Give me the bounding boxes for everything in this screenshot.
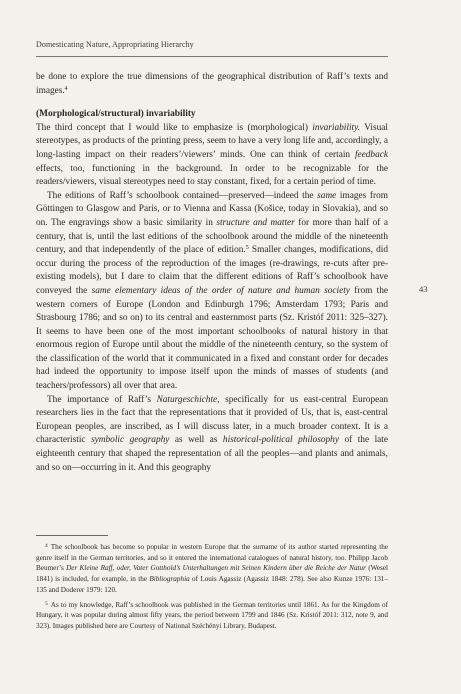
text-run: Smaller changes, modifications, did occur during the process of the reproduction of the images (re-drawings, re-cuts after pre-existing models), but I dare to claim that the different editions of Raff’s schoolbook have conveyed the bbox=[36, 245, 388, 296]
emphasis: same bbox=[317, 190, 337, 201]
text-run: as well as bbox=[169, 435, 223, 446]
body-text bbox=[36, 71, 388, 475]
text-run: The third concept that I would like to emphasize is (morphological) bbox=[36, 122, 313, 133]
footnote-5 bbox=[36, 600, 388, 632]
emphasis: structure and matter bbox=[216, 217, 295, 228]
footnote-rule bbox=[36, 535, 108, 536]
footnotes bbox=[36, 542, 388, 636]
running-head: Domesticating Nature, Appropriating Hierarchy bbox=[36, 40, 194, 49]
page-number: 43 bbox=[419, 284, 428, 294]
footnote-ref-4: 4 bbox=[64, 85, 68, 92]
text-run: The schoolbook has become so popular in western Europe that the surname of its author started representing the genre itself in the German territories, and so it entered the international catalogues of natural history, too. Philipp Jacob Beumer’s bbox=[36, 543, 388, 573]
emphasis: Bibliographia bbox=[149, 575, 190, 584]
emphasis: same elementary ideas of the order of nature and human society bbox=[91, 285, 350, 296]
text-run: for more than half of a century, that is, until the last editions of the schoolbook around the middle of the nineteenth century, and that independently of the place of edition. bbox=[36, 217, 389, 256]
paragraph-invariability bbox=[36, 122, 388, 190]
paragraph-editions bbox=[36, 190, 388, 394]
footnote-mark: 5 bbox=[45, 600, 48, 607]
footnote-ref-5: 5 bbox=[245, 245, 249, 252]
emphasis: Naturgeschichte, bbox=[156, 394, 220, 405]
paragraph-continuation bbox=[36, 71, 388, 98]
text-run: The importance of Raff’s bbox=[47, 394, 157, 405]
emphasis: symbolic geography bbox=[91, 435, 170, 446]
text-run: As to my knowledge, Raff’s schoolbook was published in the German territories until 1861. As for the Kingdom of Hungary, it was popular during almost fifty years, the period between 1799 and 1846 (Sz. Kristóf 2011: 312, note 9, and 323). Images published here are Courtesy of National Széchényi Library, Budapest. bbox=[36, 600, 388, 630]
text-run: images from Göttingen to Glasgow and Paris, or to Vienna and Kassa (Košice, today in Slovakia), and so on. The engravings show a basic similarity in bbox=[36, 190, 388, 228]
emphasis: Der Kleine Raff, oder, Vater Gotthold’s Unterhaltungen mit Seinen Kindern über die Reiche der Natur bbox=[66, 564, 366, 573]
emphasis: historical-political philosophy bbox=[222, 435, 339, 446]
emphasis: feedback bbox=[354, 149, 388, 160]
footnote-4 bbox=[36, 542, 388, 596]
text-run: of Louis Agassiz (Agassiz 1848: 278). See also Kunze 1976: 131–135 and Doderer 1979: 120. bbox=[36, 575, 388, 594]
footnote-mark: 4 bbox=[45, 543, 48, 549]
paragraph-text: be done to explore the true dimensions of the geographical distribution of Raff’s texts and images. bbox=[36, 72, 388, 96]
text-run: Visual stereotypes, as products of the printing press, seem to have a very long life and, accordingly, a long-lasting impact on their readers’/viewers’ minds. One can think of certain bbox=[36, 122, 388, 160]
text-run: of the late eighteenth century that shaped the representation of all the peoples—and plants and animals, and so on—occurring in it. And this geography bbox=[36, 435, 388, 473]
text-run: effects, too, functioning in the background. In order to be recognizable for the readers/viewers, visual stereotypes need to stay constant, fixed, for a certain period of time. bbox=[36, 163, 388, 188]
emphasis: invariability. bbox=[312, 122, 361, 133]
header-rule bbox=[36, 56, 388, 57]
text-run: specifically for us east-central European researchers lies in the fact that the representations that it provided of Us, that is, east-central European peoples, are inscribed, as I will discuss later, in a much broader context. It is a characteristic bbox=[36, 394, 388, 446]
text-run: from the western corners of Europe (London and Edinburgh 1796; Amsterdam 1793; Paris and Strasbourg 1786; and so on) to its central and easternmost parts (Sz. Kristóf 2011: 325–327). It seems to have been one of the most important schoolbooks of natural history in that enormous region of Europe until about the middle of the nineteenth century, so the system of the classification of the world that it communicated in a fixed and constant order for decades had indeed the opportunity to impose itself upon the minds of masses of students (and teachers/professors) all over that area. bbox=[36, 285, 388, 392]
text-run: (Wesel 1841) is included, for example, in the bbox=[36, 564, 388, 584]
text-run: The editions of Raff’s schoolbook contained—preserved—indeed the bbox=[47, 190, 318, 201]
paragraph-importance bbox=[36, 394, 388, 476]
section-heading: (Morphological/structural) invariability bbox=[36, 109, 196, 120]
